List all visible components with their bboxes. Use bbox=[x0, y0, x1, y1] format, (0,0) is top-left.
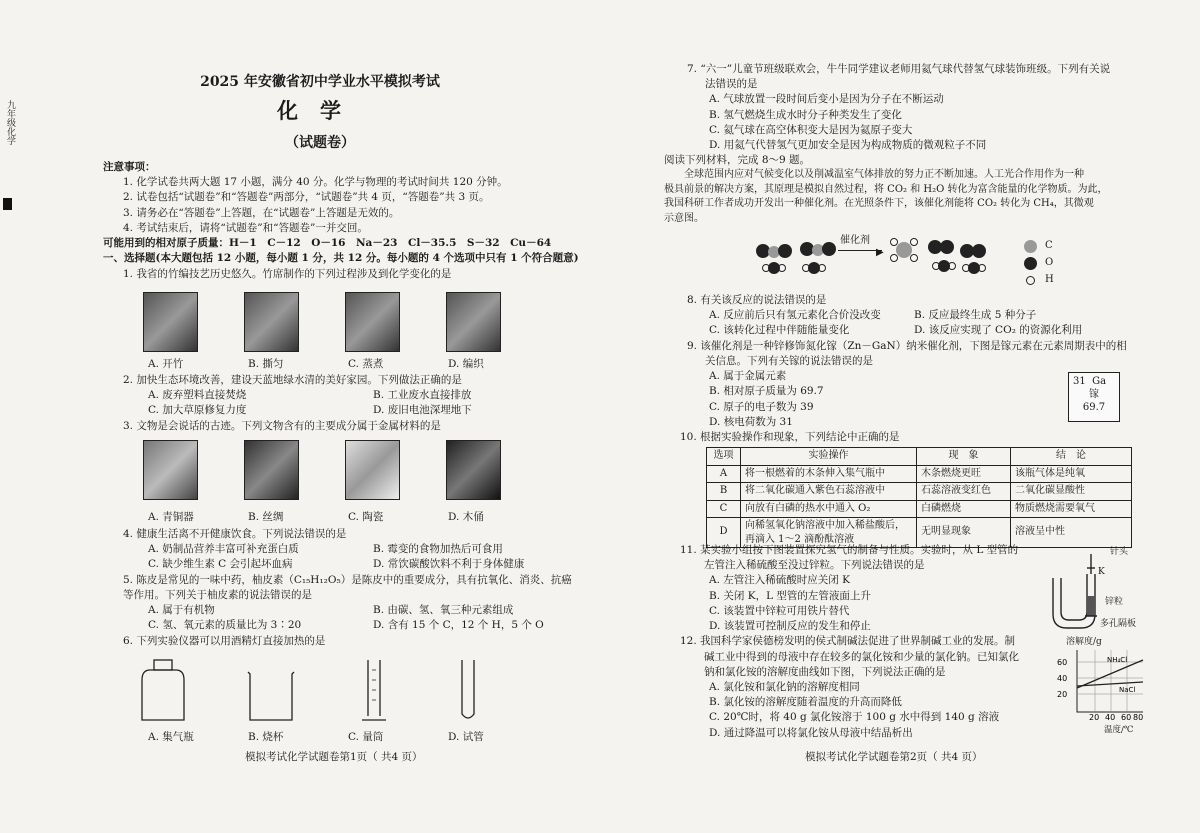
paper-type: （试题卷） bbox=[285, 135, 355, 151]
option: C. 原子的电子数为 39 bbox=[709, 400, 814, 413]
question-8: 8. 有关该反应的说法错误的是 bbox=[687, 294, 827, 306]
ytick: 40 bbox=[1057, 674, 1068, 683]
ytick: 20 bbox=[1057, 690, 1068, 699]
table-header: 结 论 bbox=[1011, 448, 1132, 466]
series-label: NH₄Cl bbox=[1107, 656, 1128, 664]
binding-mark bbox=[3, 198, 12, 210]
option: D. 核电荷数为 31 bbox=[709, 415, 793, 428]
xtick: 60 bbox=[1121, 713, 1132, 720]
q1-options bbox=[148, 357, 548, 372]
option: D. 含有 15 个 C，12 个 H，5 个 O bbox=[373, 619, 544, 632]
page-footer: 模拟考试化学试题卷第1页（ 共4 页） bbox=[245, 751, 423, 763]
option: B. 撕匀 bbox=[248, 358, 284, 370]
bamboo-weave-image bbox=[446, 292, 501, 352]
oxygen-legend-icon bbox=[1024, 257, 1037, 270]
reading-intro: 阅读下列材料，完成 8～9 题。 bbox=[664, 154, 811, 166]
option: C. 氢、氧元素的质量比为 3∶20 bbox=[148, 619, 302, 632]
option: B. 霉变的食物加热后可食用 bbox=[373, 543, 503, 556]
q3-options bbox=[148, 510, 548, 525]
option: C. 量筒 bbox=[348, 731, 384, 743]
option: D. 废旧电池深埋地下 bbox=[373, 404, 472, 417]
table-cell: 溶液呈中性 bbox=[1011, 518, 1132, 548]
question-2-block bbox=[123, 373, 683, 434]
option: C. 20℃时，将 40 g 氯化铵溶于 100 g 水中得到 140 g 溶液 bbox=[709, 711, 1000, 724]
reaction-diagram bbox=[748, 236, 1008, 286]
exam-title: 2025 年安徽省初中学业水平模拟考试 bbox=[200, 74, 440, 90]
question-7-block bbox=[687, 62, 1200, 153]
option: D. 该装置可控制反应的发生和停止 bbox=[709, 620, 871, 633]
reading-material bbox=[664, 153, 1200, 226]
wooden-figure-image bbox=[446, 440, 501, 500]
legend-label: H bbox=[1045, 274, 1054, 286]
option: A. 属于有机物 bbox=[148, 604, 215, 617]
table-cell: 石蕊溶液变红色 bbox=[917, 483, 1011, 501]
table-cell: B bbox=[707, 483, 741, 501]
option: A. 气球放置一段时间后变小是因为分子在不断运动 bbox=[709, 93, 944, 106]
questions-8-9 bbox=[680, 293, 1200, 445]
option: D. 编织 bbox=[448, 358, 484, 370]
graduated-cylinder-icon bbox=[362, 660, 386, 720]
graph-ylabel: 溶解度/g bbox=[1066, 637, 1102, 647]
option: C. 陶瓷 bbox=[348, 511, 384, 523]
hydrogen-atom bbox=[910, 254, 918, 262]
option: B. 反应最终生成 5 种分子 bbox=[914, 309, 1037, 322]
option: C. 加大草原修复力度 bbox=[148, 404, 247, 417]
question-12: 12. 我国科学家侯德榜发明的侯式制碱法促进了世界制碱工业的发展。制 bbox=[680, 635, 1016, 648]
legend-label: O bbox=[1045, 257, 1054, 269]
table-row bbox=[707, 500, 1132, 518]
gas-bottle-icon bbox=[142, 660, 184, 720]
option: B. 工业废水直接排放 bbox=[373, 389, 472, 402]
notes-heading: 注意事项： bbox=[103, 161, 156, 173]
option: A. 废弃塑料直接焚烧 bbox=[148, 389, 247, 402]
table-cell: 将二氧化碳通入紫色石蕊溶液中 bbox=[741, 483, 917, 501]
table-cell: 该瓶气体是纯氧 bbox=[1011, 465, 1132, 483]
question-11-cont: 左管注入稀硫酸至没过锌粒。下列说法错误的是 bbox=[704, 559, 925, 572]
zinc-granules bbox=[1087, 596, 1095, 616]
table-cell: 二氧化碳显酸性 bbox=[1011, 483, 1132, 501]
question-7-cont: 法错误的是 bbox=[705, 78, 758, 91]
table-cell: D bbox=[707, 518, 741, 548]
table-cell: 向稀氢氧化钠溶液中加入稀盐酸后，再滴入 1～2 滴酚酞溶液 bbox=[741, 518, 917, 548]
atomic-number: 31 bbox=[1073, 376, 1086, 387]
question-12-cont: 碱工业中得到的母液中存在较多的氯化铵和少量的氯化钠。已知氯化 bbox=[704, 650, 1019, 663]
hydrogen-legend-icon bbox=[1026, 276, 1035, 285]
ytick: 60 bbox=[1057, 658, 1068, 667]
option: D. 木俑 bbox=[448, 511, 484, 523]
xtick: 20 bbox=[1089, 713, 1100, 720]
atom-legend bbox=[1024, 238, 1074, 289]
option: D. 试管 bbox=[448, 731, 484, 743]
material-line: 全球范围内应对气候变化以及削减温室气体排放的努力正不断加速。人工光合作用作为一种 bbox=[684, 169, 1084, 181]
arrow-head-icon: ▶ bbox=[876, 247, 884, 258]
question-1: 1. 我省的竹编技艺历史悠久。竹席制作的下列过程涉及到化学变化的是 bbox=[123, 267, 452, 280]
table-cell: A bbox=[707, 465, 741, 483]
question-3: 3. 文物是会说话的古迹。下列文物含有的主要成分属于金属材料的是 bbox=[123, 419, 441, 432]
silk-image bbox=[244, 440, 299, 500]
note-item: 3. 请务必在“答题卷”上答题，在“试题卷”上答题是无效的。 bbox=[123, 206, 400, 219]
question-6: 6. 下列实验仪器可以用酒精灯直接加热的是 bbox=[123, 634, 326, 647]
table-cell: 向放有白磷的热水中通入 O₂ bbox=[741, 500, 917, 518]
section-heading: 一、选择题(本大题包括 12 小题，每小题 1 分，共 12 分。每小题的 4 个选项中只有 1 个符合题意) bbox=[103, 252, 579, 265]
material-line: 我国科研工作者成功开发出一种催化剂。在光照条件下，该催化剂能将 CO₂ 转化为 CH₄，其微观 bbox=[664, 198, 1094, 210]
option: D. 常饮碳酸饮料不利于身体健康 bbox=[373, 558, 525, 571]
question-10: 10. 根据实验操作和现象，下列结论中正确的是 bbox=[680, 430, 900, 443]
oxygen-atom bbox=[940, 240, 954, 254]
table-cell: 将一根燃着的木条伸入集气瓶中 bbox=[741, 465, 917, 483]
option: B. 丝绸 bbox=[248, 511, 284, 523]
material-line: 极具前景的解决方案，其原理是模拟自然过程，将 CO₂ 和 H₂O 转化为富含能量的化学物质。为此， bbox=[664, 183, 1108, 195]
option: D. 用氦气代替氢气更加安全是因为构成物质的微观粒子不同 bbox=[709, 139, 987, 152]
hydrogen-atom bbox=[778, 264, 786, 272]
question-11: 11. 某实验小组按下图装置探究氢气的制备与性质。实验时，从 L 型管的 bbox=[680, 544, 1019, 556]
solubility-graph bbox=[1055, 648, 1145, 720]
hydrogen-atom bbox=[890, 254, 898, 262]
option: B. 由碳、氢、氧三种元素组成 bbox=[373, 604, 514, 617]
option: B. 氢气燃烧生成水时分子种类发生了变化 bbox=[709, 108, 902, 121]
option: B. 关闭 K，L 型管的左管液面上升 bbox=[709, 589, 871, 602]
table-header-row bbox=[707, 448, 1132, 466]
right-page bbox=[600, 0, 1200, 833]
bamboo-split-image bbox=[143, 292, 198, 352]
note-item: 2. 试卷包括“试题卷”和“答题卷”两部分，“试题卷”共 4 页，“答题卷”共 3 页。 bbox=[123, 191, 490, 204]
option: C. 缺少维生素 C 会引起坏血病 bbox=[148, 558, 293, 571]
option: A. 左管注入稀硫酸时应关闭 K bbox=[709, 574, 850, 587]
bronze-image bbox=[143, 440, 198, 500]
periodic-table-cell bbox=[1068, 372, 1120, 422]
option: D. 该反应实现了 CO₂ 的资源化利用 bbox=[914, 324, 1083, 337]
catalyst-label: 催化剂 bbox=[840, 235, 870, 246]
notes bbox=[103, 160, 663, 282]
option: A. 集气瓶 bbox=[148, 731, 194, 743]
beaker-icon bbox=[248, 672, 294, 720]
question-2: 2. 加快生态环境改善，建设天蓝地绿水清的美好家园。下列做法正确的是 bbox=[123, 374, 462, 386]
question-9-cont: 关信息。下列有关镓的说法错误的是 bbox=[705, 354, 873, 367]
lab-apparatus-drawings bbox=[140, 658, 510, 726]
option: A. 反应前后只有氢元素化合价没改变 bbox=[709, 309, 881, 322]
question-5-cont: 等作用。下列关于柚皮素的说法错误的是 bbox=[123, 588, 312, 601]
option: A. 青铜器 bbox=[148, 511, 194, 523]
bamboo-tear-image bbox=[244, 292, 299, 352]
option: B. 烧杯 bbox=[248, 731, 284, 743]
table-cell: 物质燃烧需要氧气 bbox=[1011, 500, 1132, 518]
oxygen-atom bbox=[972, 244, 986, 258]
page-footer: 模拟考试化学试题卷第2页（ 共4 页） bbox=[805, 751, 983, 763]
question-4: 4. 健康生活离不开健康饮食。下列说法错误的是 bbox=[123, 528, 347, 540]
note-item: 1. 化学试卷共两大题 17 小题，满分 40 分。化学与物理的考试时间共 120 分钟。 bbox=[123, 176, 508, 189]
option: B. 相对原子质量为 69.7 bbox=[709, 385, 824, 398]
oxygen-atom bbox=[822, 242, 836, 256]
option: C. 蒸煮 bbox=[348, 358, 384, 370]
table-row bbox=[707, 465, 1132, 483]
subject-title: 化学 bbox=[277, 98, 363, 123]
hydrogen-atom bbox=[910, 238, 918, 246]
question-7: 7. “六一”儿童节班级联欢会，牛牛同学建议老师用氦气球代替氢气球装饰班级。下列有关说 bbox=[687, 63, 1111, 75]
series-label: NaCl bbox=[1119, 686, 1136, 694]
graph-xlabel: 温度/℃ bbox=[1104, 725, 1134, 735]
option: C. 该转化过程中伴随能量变化 bbox=[709, 324, 850, 337]
test-tube-icon bbox=[462, 660, 474, 718]
side-tag: 九年级化学 bbox=[5, 100, 15, 145]
hydrogen-atom bbox=[818, 264, 826, 272]
atomic-mass: 可能用到的相对原子质量：H－1 C－12 O－16 Na－23 Cl－35.5 S－32 Cu－64 bbox=[103, 237, 552, 250]
hydrogen-atom bbox=[978, 264, 986, 272]
q3-images bbox=[143, 440, 501, 500]
element-symbol: Ga bbox=[1092, 376, 1107, 387]
question-5: 5. 陈皮是常见的一味中药，柚皮素（C₁₅H₁₂O₅）是陈皮中的重要成分，具有抗氧化、消炎、抗癌 bbox=[123, 573, 572, 586]
option: D. 通过降温可以将氯化铵从母液中结晶析出 bbox=[709, 726, 913, 739]
table-header: 现 象 bbox=[917, 448, 1011, 466]
xtick: 80 bbox=[1133, 713, 1144, 720]
questions-4-6 bbox=[123, 527, 683, 649]
table-header: 实验操作 bbox=[741, 448, 917, 466]
option: A. 氯化铵和氯化钠的溶解度相同 bbox=[709, 680, 860, 693]
option: C. 该装置中锌粒可用铁片替代 bbox=[709, 604, 850, 617]
hydrogen-atom bbox=[890, 238, 898, 246]
option: C. 氦气球在高空体积变大是因为氦原子变大 bbox=[709, 123, 913, 136]
q6-options bbox=[148, 730, 548, 745]
option: A. 属于金属元素 bbox=[709, 370, 787, 383]
question-9: 9. 该催化剂是一种锌修饰氮化镓（Zn－GaN）纳米催化剂，下图是镓元素在元素周期表中的相 bbox=[687, 339, 1127, 352]
q10-table bbox=[706, 447, 1132, 548]
porcelain-image bbox=[345, 440, 400, 500]
atomic-mass: 69.7 bbox=[1082, 402, 1106, 413]
hydrogen-atom bbox=[948, 262, 956, 270]
valve-k-label: K bbox=[1098, 567, 1105, 577]
porous-plate-label: 多孔隔板 bbox=[1100, 619, 1137, 629]
table-row bbox=[707, 483, 1132, 501]
note-item: 4. 考试结束后，请将“试题卷”和“答题卷”一并交回。 bbox=[123, 221, 368, 234]
xtick: 40 bbox=[1105, 713, 1116, 720]
zinc-label: 锌粒 bbox=[1105, 597, 1124, 607]
carbon-legend-icon bbox=[1024, 240, 1037, 253]
option: A. 开竹 bbox=[148, 358, 184, 370]
table-header: 选项 bbox=[707, 448, 741, 466]
table-cell: 木条燃烧更旺 bbox=[917, 465, 1011, 483]
material-line: 示意图。 bbox=[664, 212, 704, 224]
option: A. 奶制品营养丰富可补充蛋白质 bbox=[148, 543, 299, 556]
table-cell: 无明显现象 bbox=[917, 518, 1011, 548]
legend-label: C bbox=[1045, 240, 1053, 252]
oxygen-atom bbox=[778, 244, 792, 258]
question-12-cont: 钠和氯化铵的溶解度曲线如下图，下列说法正确的是 bbox=[704, 665, 946, 678]
q1-images bbox=[143, 292, 501, 352]
table-cell: C bbox=[707, 500, 741, 518]
bamboo-steam-image bbox=[345, 292, 400, 352]
table-cell: 白磷燃烧 bbox=[917, 500, 1011, 518]
needle-label: 针头 bbox=[1110, 547, 1129, 557]
option: B. 氯化铵的溶解度随着温度的升高而降低 bbox=[709, 696, 902, 709]
element-name: 镓 bbox=[1089, 389, 1099, 400]
